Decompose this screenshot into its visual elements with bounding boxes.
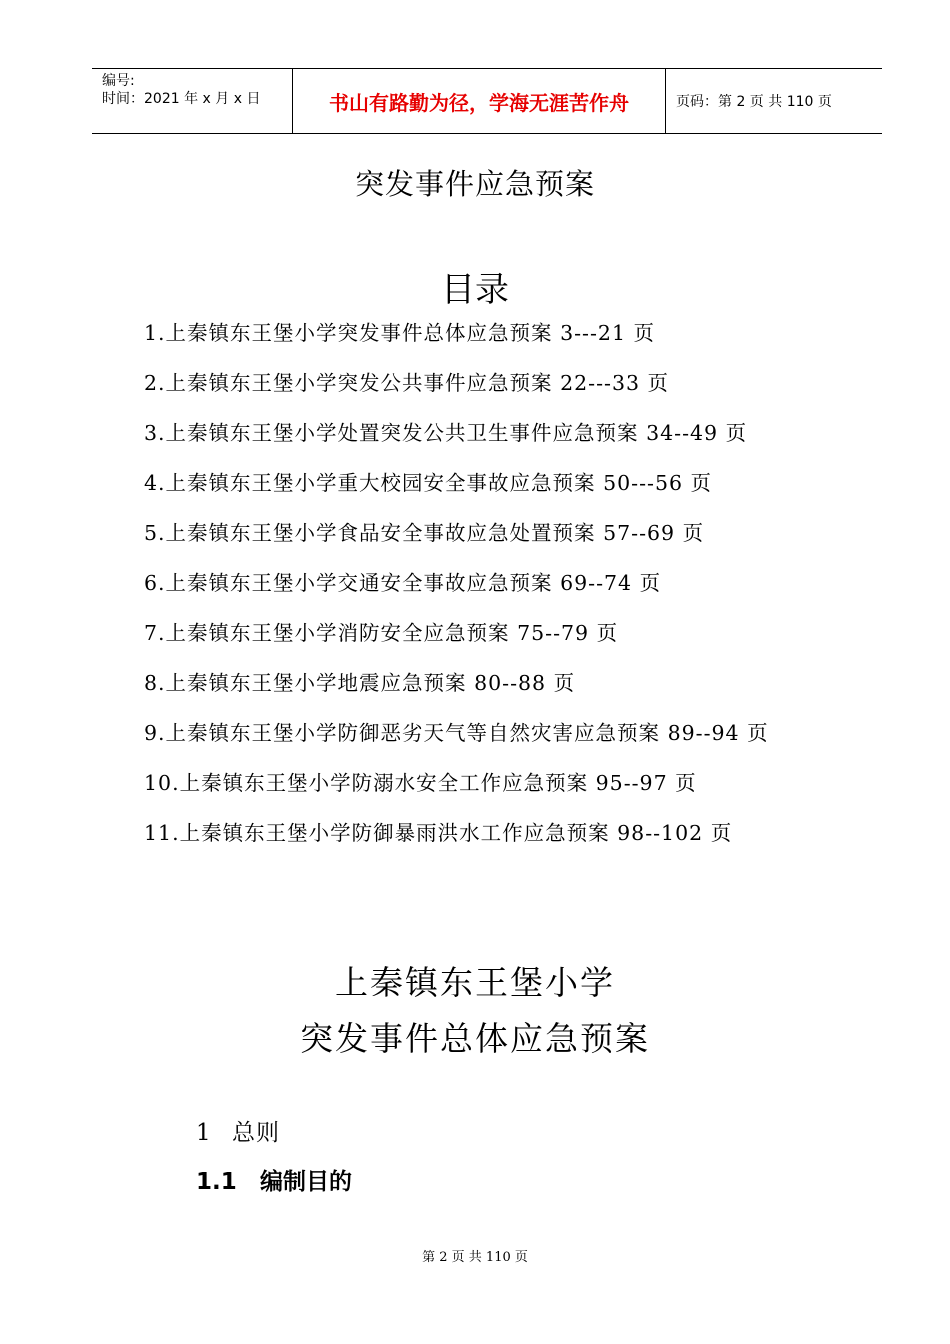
plan-title [0, 955, 950, 1067]
toc-item: 1.上秦镇东王堡小学突发事件总体应急预案 3---21 页 [144, 321, 655, 345]
toc-item: 11.上秦镇东王堡小学防御暴雨洪水工作应急预案 98--102 页 [144, 821, 733, 845]
header-time-label: 时间：2021 年 x 月 x 日 [102, 91, 261, 107]
header-page-label: 页码：第 2 页 共 110 页 [676, 94, 832, 110]
document-title: 突发事件应急预案 [354, 167, 595, 201]
page-footer: 第 2 页 共 110 页 [422, 1250, 528, 1265]
toc-item: 3.上秦镇东王堡小学处置突发公共卫生事件应急预案 34--49 页 [144, 421, 748, 445]
section-number: 1.1 [196, 1169, 237, 1195]
toc-heading: 目录 [441, 270, 509, 310]
page-header [92, 68, 882, 134]
header-motto: 书山有路勤为径，学海无涯苦作舟 [293, 69, 666, 133]
toc-item: 4.上秦镇东王堡小学重大校园安全事故应急预案 50---56 页 [144, 471, 713, 495]
toc-item: 6.上秦镇东王堡小学交通安全事故应急预案 69--74 页 [144, 571, 662, 595]
table-of-contents [144, 316, 769, 866]
section-number: 1 [196, 1120, 212, 1146]
section-heading-1-1 [196, 1163, 352, 1196]
toc-item: 10.上秦镇东王堡小学防溺水安全工作应急预案 95--97 页 [144, 771, 697, 795]
toc-item: 5.上秦镇东王堡小学食品安全事故应急处置预案 57--69 页 [144, 521, 705, 545]
plan-title-line2: 突发事件总体应急预案 [300, 1019, 650, 1058]
section-title: 编制目的 [260, 1169, 352, 1195]
header-number-label: 编号: [102, 73, 135, 89]
section-heading-1 [196, 1114, 280, 1147]
toc-item: 2.上秦镇东王堡小学突发公共事件应急预案 22---33 页 [144, 371, 670, 395]
plan-title-line1: 上秦镇东王堡小学 [335, 963, 615, 1002]
toc-item: 8.上秦镇东王堡小学地震应急预案 80--88 页 [144, 671, 576, 695]
toc-item: 9.上秦镇东王堡小学防御恶劣天气等自然灾害应急预案 89--94 页 [144, 721, 769, 745]
header-meta [92, 69, 293, 133]
section-title: 总则 [232, 1120, 280, 1146]
toc-item: 7.上秦镇东王堡小学消防安全应急预案 75--79 页 [144, 621, 619, 645]
